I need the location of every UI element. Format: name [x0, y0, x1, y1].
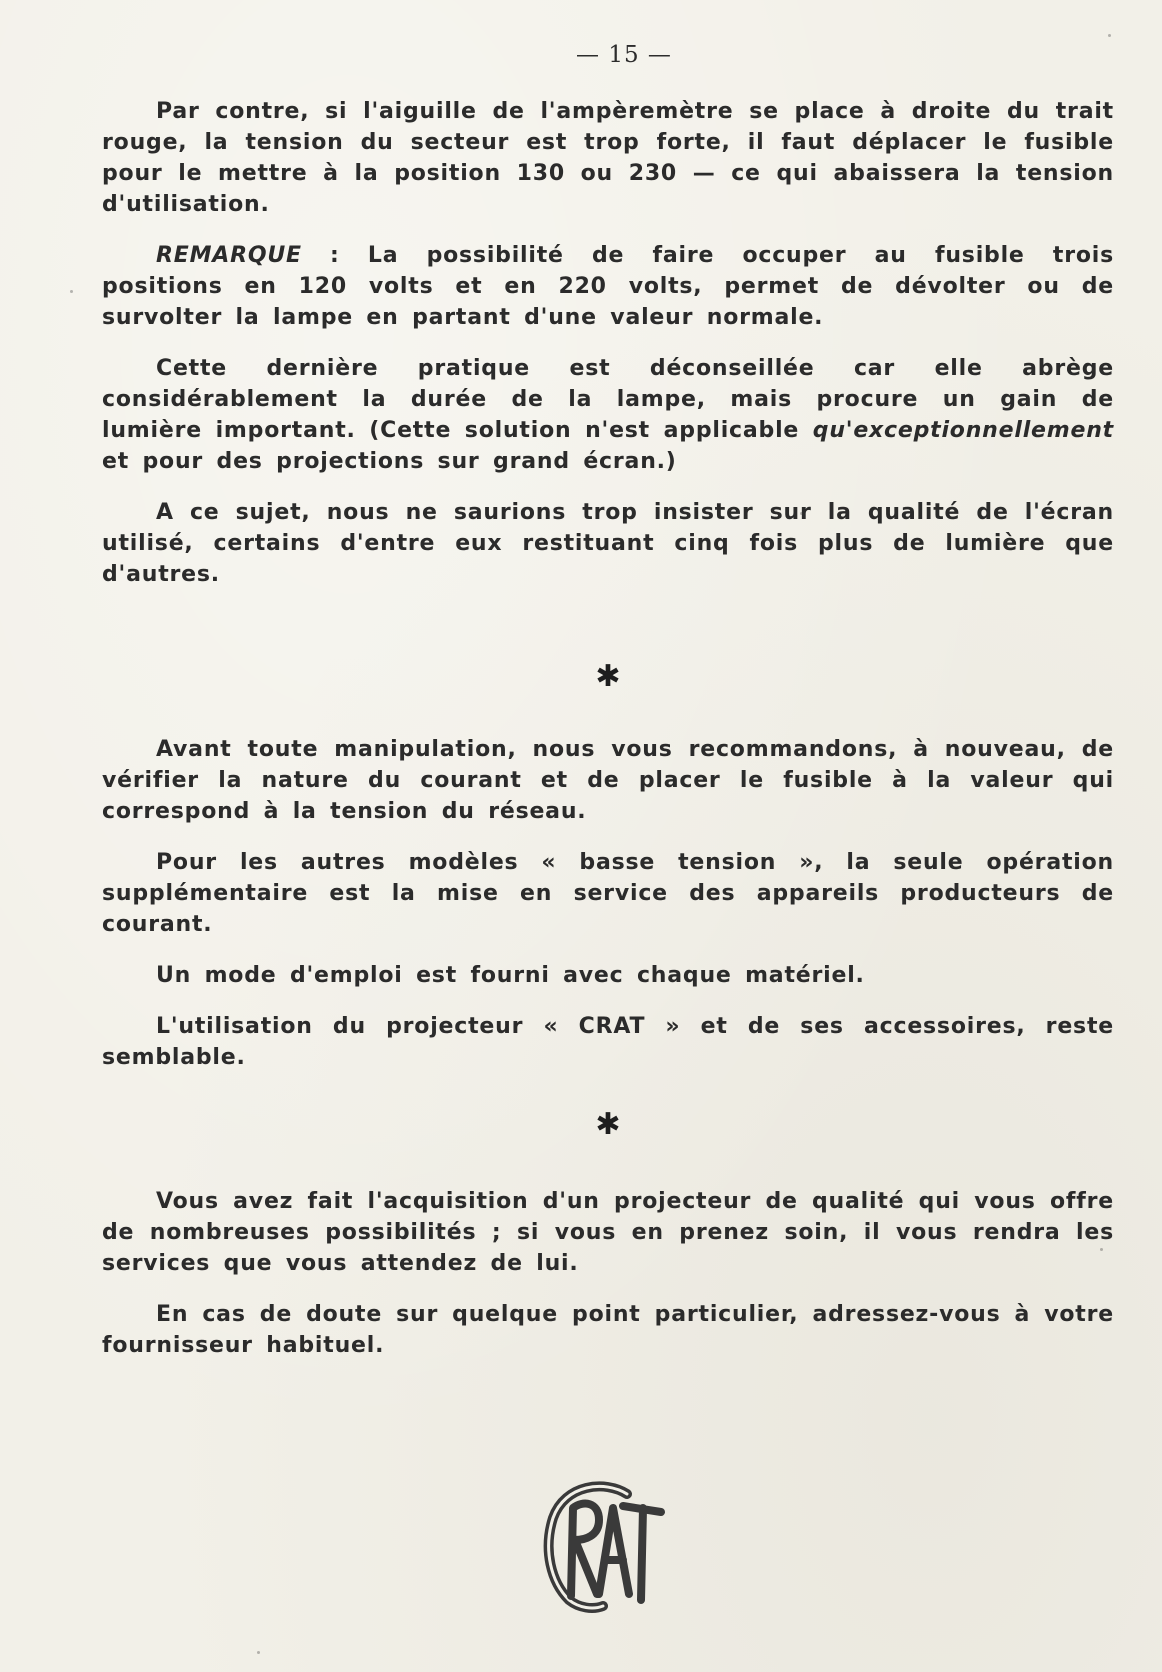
paper-speck	[800, 512, 803, 515]
paragraph-fuse-position: Par contre, si l'aiguille de l'ampèremètre se place à droite du trait rouge, la tension du secteur est trop forte, il faut déplacer le fusible pour le mettre à la position 130 ou 230 — ce qui abaissera la tension d'utilisation.	[102, 99, 1114, 217]
paragraph-crat-usage: L'utilisation du projecteur « CRAT » et de ses accessoires, reste semblable.	[102, 1014, 1114, 1070]
section-closing	[102, 1186, 1114, 1361]
section-electrical-notes	[102, 96, 1114, 590]
paragraph-low-voltage-models: Pour les autres modèles « basse tension », la seule opération supplémentaire est la mise en service des appareils producteurs de courant.	[102, 850, 1114, 937]
paper-speck	[257, 1651, 260, 1654]
paragraph-before-manipulation: Avant toute manipulation, nous vous recommandons, à nouveau, de vérifier la nature du courant et de placer le fusible à la valeur qui correspond à la tension du réseau.	[102, 737, 1114, 824]
paragraph-acquisition: Vous avez fait l'acquisition d'un projecteur de qualité qui vous offre de nombreuses possibilités ; si vous en prenez soin, il vous rendra les services que vous attendez de lui.	[102, 1189, 1114, 1276]
paper-speck	[70, 290, 73, 293]
remarque-text: : La possibilité de faire occuper au fusible trois positions en 120 volts et en 220 volts, permet de dévolter ou de survolter la lampe en partant d'une valeur normale.	[102, 243, 1114, 330]
paper-speck	[1108, 34, 1111, 37]
paragraph-remarque	[102, 240, 1114, 333]
paragraph-screen-quality: A ce sujet, nous ne saurions trop insister sur la qualité de l'écran utilisé, certains d'entre eux restituant cinq fois plus de lumière que d'autres.	[102, 500, 1114, 587]
paragraph-supplier: En cas de doute sur quelque point particulier, adressez-vous à votre fournisseur habituel.	[102, 1302, 1114, 1358]
lamp-practice-before: Cette dernière pratique est déconseillée car elle abrège considérablement la durée de la lampe, mais procure un gain de lumière important. (Cette solution n'est applicable	[102, 356, 1114, 443]
asterisk-separator-icon: ✱	[595, 659, 621, 694]
crat-logo-icon	[543, 1478, 667, 1614]
remarque-label: REMARQUE	[156, 243, 302, 268]
paper-speck	[1100, 1248, 1103, 1251]
lamp-practice-after: et pour des projections sur grand écran.)	[102, 449, 677, 474]
page-number: — 15 —	[576, 42, 672, 68]
section-manipulation	[102, 734, 1114, 1073]
asterisk-separator-icon: ✱	[595, 1107, 621, 1142]
paragraph-lamp-practice	[102, 353, 1114, 477]
paragraph-user-guide: Un mode d'emploi est fourni avec chaque matériel.	[156, 963, 865, 988]
lamp-practice-emphasis: qu'exceptionnellement	[812, 418, 1114, 443]
